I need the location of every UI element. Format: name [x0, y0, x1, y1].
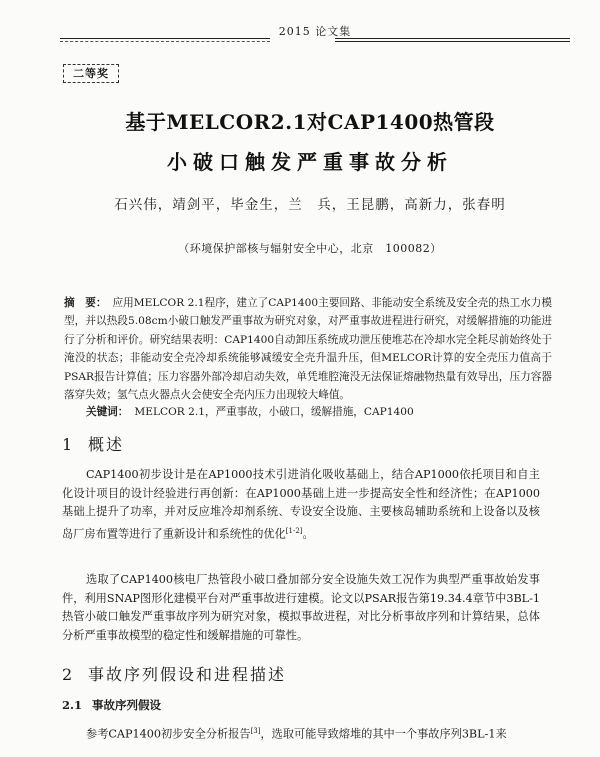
- keywords-text: MELCOR 2.1，严重事故，小破口，缓解措施，CAP1400: [134, 406, 414, 418]
- paper-title-line1: 基于MELCOR2.1对CAP1400热管段: [125, 110, 495, 134]
- section-title: 概述: [88, 435, 125, 454]
- paragraph-end: ，选取可能导致熔堆的其中一个事故序列3BL-1来: [260, 727, 507, 741]
- header-rule: [60, 38, 270, 39]
- abstract-text: 应用MELCOR 2.1程序，建立了CAP1400主要回路、非能动安全系统及安全壳的热工水力模型，并以热段5.08cm小破口触发严重事故为研究对象，对严重事故进程进行研究，对缓解措施的功能进行了分析和评价。研究结果表明：CAP1400自动卸压系统成功泄压使堆芯在冷却水完全耗尽前始终处于淹没的状态；非能动安全壳冷却系统能够减缓安全壳升温升压，但MELCOR计算的安全壳压力值高于PSAR报告计算值；压力容器外部冷却启动失效，单凭堆腔淹没无法保证熔融物热量有效导出，压力容器落穿失效；氢气点火器点火会使安全壳内压力出现较大峰值。: [64, 297, 552, 402]
- subsection-title: 事故序列假设: [92, 698, 161, 712]
- paragraph-text: CAP1400初步设计是在AP1000技术引进消化吸收基础上，结合AP1000依托项目和自主化设计项目的设计经验进行再创新：在AP1000基础上进一步提高安全性和经济性；在AP1000基础上提升了功率，并对反应堆冷却剂系统、专设安全设施、主要核岛辅助系统和上设备以及核岛厂房布置等进行了重新设计和系统性的优化: [62, 468, 540, 541]
- body-paragraph-3: [62, 722, 540, 744]
- section-number: 1: [62, 435, 75, 454]
- keywords-label: 关键词：: [86, 406, 129, 418]
- header-rule: [335, 38, 570, 39]
- section-heading-1: [62, 432, 124, 455]
- section-heading-2: [62, 662, 286, 685]
- running-header: 2015 论文集: [278, 25, 352, 38]
- author-list: 石兴伟，靖剑平，毕金生，兰 兵，王昆鹏，高新力，张春明: [114, 197, 506, 213]
- abstract-label: 摘 要：: [64, 297, 107, 309]
- body-paragraph-1: [62, 466, 540, 544]
- section-number: 2: [62, 665, 75, 684]
- award-badge: 二等奖: [63, 64, 119, 83]
- paper-title-line2: 小破口触发严重事故分析: [167, 150, 453, 174]
- header-rule: [60, 41, 270, 42]
- affiliation: （环境保护部核与辐射安全中心，北京 100082）: [178, 242, 442, 255]
- paragraph-end: 。: [302, 527, 314, 541]
- abstract: [64, 294, 552, 404]
- body-paragraph-2: 选取了CAP1400核电厂热管段小破口叠加部分安全设施失效工况作为典型严重事故始发事件，利用SNAP图形化建模平台对严重事故进行建模。论文以PSAR报告第19.34.4章节中3BL-1热管小破口触发严重事故序列为研究对象，模拟事故进程，对比分析事故序列和计算结果，总体分析严重事故模型的稳定性和缓解措施的可靠性。: [62, 573, 540, 642]
- paragraph-text: 参考CAP1400初步安全分析报告: [86, 727, 251, 741]
- keywords: [86, 404, 556, 420]
- citation-ref: [3]: [250, 727, 261, 735]
- subsection-number: 2.1: [62, 698, 83, 712]
- citation-ref: [1-2]: [285, 526, 303, 535]
- section-title: 事故序列假设和进程描述: [88, 665, 287, 684]
- subsection-heading-2-1: [62, 697, 161, 713]
- header-rule: [335, 41, 570, 42]
